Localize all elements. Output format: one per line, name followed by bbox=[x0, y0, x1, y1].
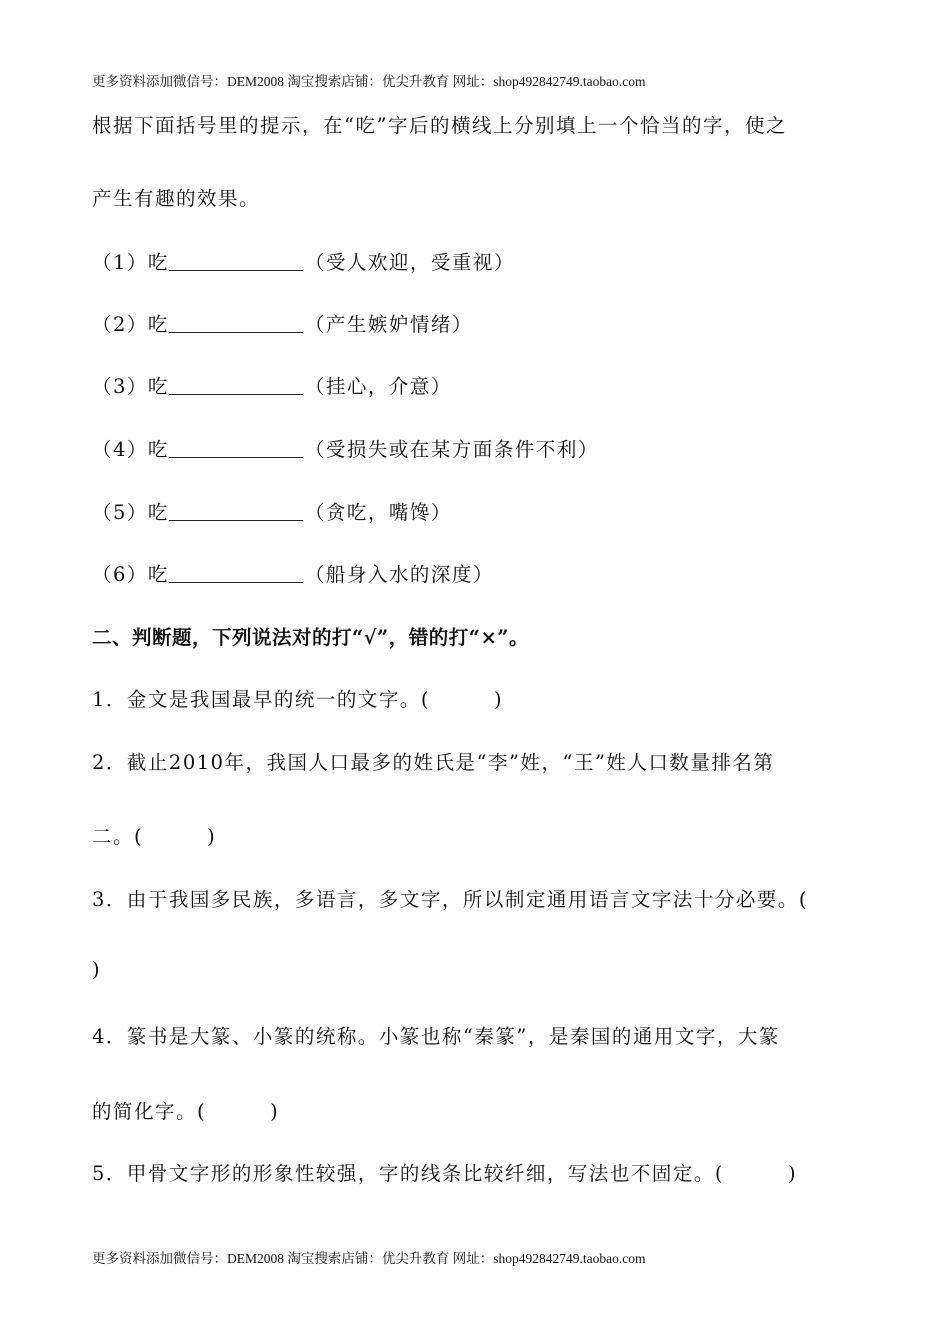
question-text: 5．甲骨文字形的形象性较强，字的线条比较纤细，写法也不固定。( bbox=[92, 1162, 725, 1185]
fill-item-hint: （贪吃，嘴馋） bbox=[304, 501, 452, 524]
answer-blank[interactable] bbox=[169, 251, 303, 272]
close-paren: ) bbox=[270, 1100, 280, 1123]
page-footer: 更多资料添加微信号：DEM2008 淘宝搜索店铺：优尖升教育 网址：shop492842749.taobao.com bbox=[92, 1251, 646, 1266]
fill-item-hint: （挂心，介意） bbox=[304, 375, 452, 398]
fill-item-number: （3）吃 bbox=[92, 375, 169, 398]
judge-question-2-line-2 bbox=[92, 821, 216, 849]
fill-item-hint: （受人欢迎，受重视） bbox=[304, 251, 515, 274]
close-paren: ) bbox=[788, 1162, 798, 1185]
answer-blank[interactable] bbox=[169, 563, 303, 584]
judge-question-3-line-1: 3．由于我国多民族，多语言，多文字，所以制定通用语言文字法十分必要。( bbox=[92, 888, 809, 911]
answer-blank[interactable] bbox=[169, 313, 303, 334]
section-2-title: 二、判断题，下列说法对的打“√”，错的打“×”。 bbox=[92, 626, 530, 649]
judge-question-1 bbox=[92, 684, 503, 712]
fill-item-hint: （受损失或在某方面条件不利） bbox=[304, 438, 599, 461]
judge-question-5 bbox=[92, 1158, 797, 1186]
intro-line-2: 产生有趣的效果。 bbox=[92, 187, 261, 210]
question-text: 1．金文是我国最早的统一的文字。( bbox=[92, 688, 431, 711]
fill-item-hint: （船身入水的深度） bbox=[304, 563, 494, 586]
question-text: 二。( bbox=[92, 825, 144, 848]
answer-blank[interactable] bbox=[169, 501, 303, 522]
fill-item-2 bbox=[92, 309, 473, 337]
question-text: 的简化字。( bbox=[92, 1100, 207, 1123]
fill-item-number: （6）吃 bbox=[92, 563, 169, 586]
fill-item-number: （4）吃 bbox=[92, 438, 169, 461]
fill-item-3 bbox=[92, 371, 452, 399]
intro-line-1: 根据下面括号里的提示，在“吃”字后的横线上分别填上一个恰当的字，使之 bbox=[92, 114, 787, 137]
answer-blank[interactable] bbox=[169, 375, 303, 396]
fill-item-1 bbox=[92, 247, 515, 275]
judge-question-3-line-2: ) bbox=[92, 958, 102, 981]
fill-item-number: （5）吃 bbox=[92, 501, 169, 524]
judge-question-4-line-1: 4．篆书是大篆、小篆的统称。小篆也称“秦篆”，是秦国的通用文字，大篆 bbox=[92, 1025, 780, 1048]
judge-question-2-line-1: 2．截止2010年，我国人口最多的姓氏是“李”姓，“王”姓人口数量排名第 bbox=[92, 751, 775, 774]
answer-blank[interactable] bbox=[169, 438, 303, 459]
fill-item-4 bbox=[92, 434, 599, 462]
fill-item-number: （2）吃 bbox=[92, 313, 169, 336]
judge-question-4-line-2 bbox=[92, 1096, 279, 1124]
close-paren: ) bbox=[494, 688, 504, 711]
close-paren: ) bbox=[207, 825, 217, 848]
fill-item-6 bbox=[92, 559, 494, 587]
fill-item-hint: （产生嫉妒情绪） bbox=[304, 313, 473, 336]
fill-item-5 bbox=[92, 497, 452, 525]
page-header: 更多资料添加微信号：DEM2008 淘宝搜索店铺：优尖升教育 网址：shop492842749.taobao.com bbox=[92, 74, 646, 89]
fill-item-number: （1）吃 bbox=[92, 251, 169, 274]
